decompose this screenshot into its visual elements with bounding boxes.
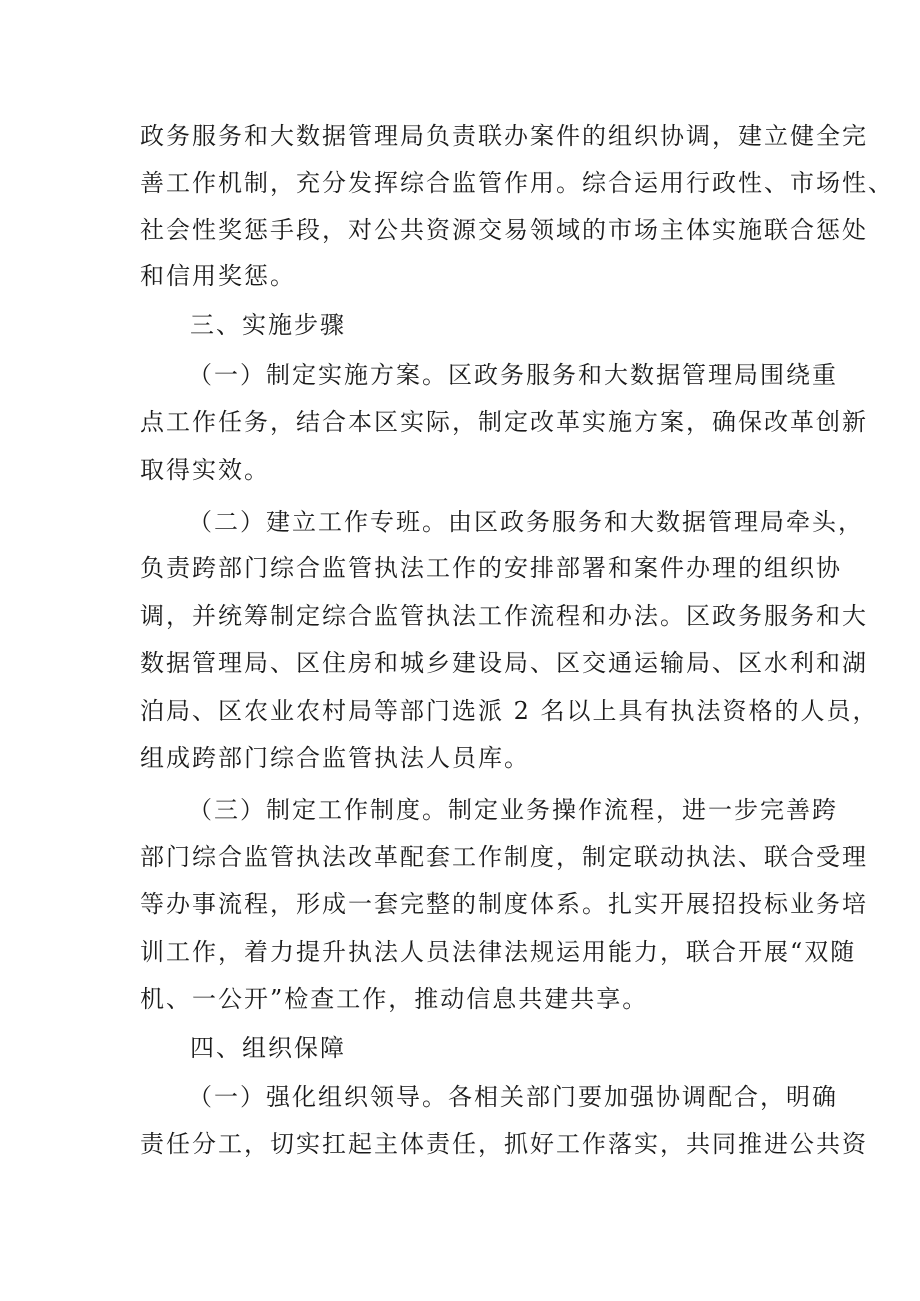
paragraph-line: 和信用奖惩。: [140, 262, 296, 290]
paragraph-line: 等办事流程，形成一套完整的制度体系。扎实开展招投标业务培: [140, 890, 868, 918]
paragraph-line: 取得实效。: [140, 456, 270, 484]
section-heading: 四、组织保障: [190, 1034, 346, 1062]
paragraph-line: 政务服务和大数据管理局负责联办案件的组织协调，建立健全完: [140, 122, 868, 150]
paragraph-line: 社会性奖惩手段，对公共资源交易领域的市场主体实施联合惩处: [140, 216, 868, 244]
paragraph-line: 泊局、区农业农村局等部门选派 2 名以上具有执法资格的人员，: [140, 697, 879, 725]
paragraph-line: 点工作任务，结合本区实际，制定改革实施方案，确保改革创新: [140, 408, 868, 436]
paragraph-line: 部门综合监管执法改革配套工作制度，制定联动执法、联合受理: [140, 843, 868, 871]
paragraph-line: 组成跨部门综合监管执法人员库。: [140, 744, 530, 772]
paragraph-line: 训工作，着力提升执法人员法律法规运用能力，联合开展“双随: [140, 938, 857, 966]
paragraph-line: 调，并统筹制定综合监管执法工作流程和办法。区政务服务和大: [140, 602, 868, 630]
section-heading: 三、实施步骤: [190, 311, 346, 339]
paragraph-line: 负责跨部门综合监管执法工作的安排部署和案件办理的组织协: [140, 554, 842, 582]
paragraph-line: （一）制定实施方案。区政务服务和大数据管理局围绕重: [188, 361, 838, 389]
paragraph-line: 善工作机制，充分发挥综合监管作用。综合运用行政性、市场性、: [140, 169, 894, 197]
paragraph-line: 机、一公开”检查工作，推动信息共建共享。: [140, 985, 649, 1013]
paragraph-line: （一）强化组织领导。各相关部门要加强协调配合，明确: [188, 1083, 838, 1111]
paragraph-line: 责任分工，切实扛起主体责任，抓好工作落实，共同推进公共资: [140, 1130, 868, 1158]
paragraph-line: （二）建立工作专班。由区政务服务和大数据管理局牵头，: [188, 508, 864, 536]
paragraph-line: （三）制定工作制度。制定业务操作流程，进一步完善跨: [188, 796, 838, 824]
paragraph-line: 数据管理局、区住房和城乡建设局、区交通运输局、区水利和湖: [140, 649, 868, 677]
